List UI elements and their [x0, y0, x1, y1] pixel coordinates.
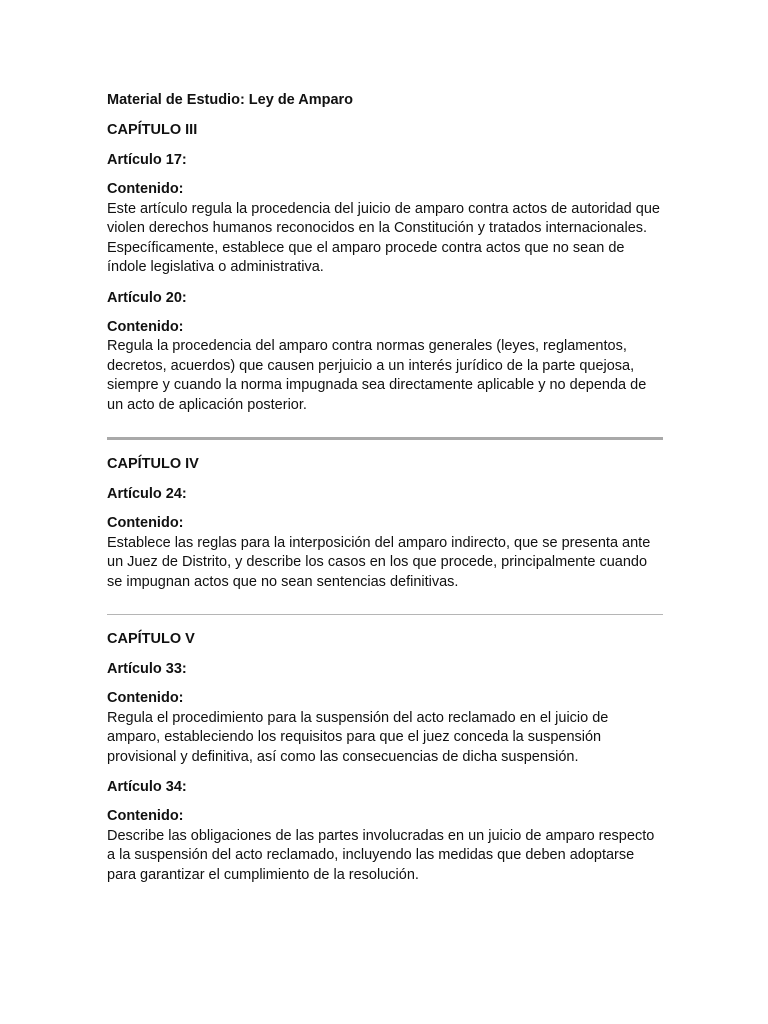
- document-page: [107, 90, 663, 895]
- chapter-title: CAPÍTULO IV: [107, 456, 199, 472]
- article-title: Artículo 17:: [107, 152, 187, 168]
- article-content: Regula el procedimiento para la suspensión del acto reclamado en el juicio de amparo, estableciendo los requisitos para que el juez conceda la suspensión provisional y definitiva, así como las consecuencias de dicha suspensión.: [107, 709, 609, 765]
- article-content: Regula la procedencia del amparo contra normas generales (leyes, reglamentos, decretos, acuerdos) que causen perjuicio a un interés jurídico de la parte quejosa, siempre y cuando la norma impugnada sea directamente aplicable y no dependa de un acto de aplicación posterior.: [107, 338, 647, 413]
- content-label: Contenido:: [107, 515, 184, 531]
- article-content: Describe las obligaciones de las partes involucradas en un juicio de amparo respecto a la suspensión del acto reclamado, incluyendo las medidas que deben adoptarse para garantizar el cumplimiento de la resolución.: [107, 827, 655, 883]
- chapter-title: CAPÍTULO V: [107, 631, 195, 647]
- content-label: Contenido:: [107, 808, 184, 824]
- article-title: Artículo 20:: [107, 289, 187, 306]
- article-20: [107, 288, 663, 416]
- content-label: Contenido:: [107, 690, 184, 706]
- article-34: [107, 777, 663, 885]
- chapter-title: CAPÍTULO III: [107, 122, 198, 138]
- article-17: [107, 150, 663, 278]
- chapter-3: [107, 120, 663, 415]
- article-content: Este artículo regula la procedencia del juicio de amparo contra actos de autoridad que violen derechos humanos reconocidos en la Constitución y tratados internacionales. Específicamente, establece que el amparo procede contra actos que no sean de índole legislativa o administrativa.: [107, 200, 660, 275]
- section-divider: [107, 437, 663, 440]
- article-title: Artículo 34:: [107, 779, 187, 795]
- chapter-5: [107, 629, 663, 885]
- section-divider: [107, 614, 663, 615]
- article-title: Artículo 24:: [107, 486, 187, 502]
- article-33: [107, 659, 663, 767]
- article-title: Artículo 33:: [107, 661, 187, 677]
- content-label: Contenido:: [107, 318, 184, 335]
- chapter-4: [107, 454, 663, 592]
- article-content: Establece las reglas para la interposición del amparo indirecto, que se presenta ante un Juez de Distrito, y describe los casos en los que procede, principalmente cuando se impugnan actos que no sean sentencias definitivas.: [107, 534, 651, 590]
- document-title: Material de Estudio: Ley de Amparo: [107, 92, 354, 108]
- content-label: Contenido:: [107, 181, 184, 197]
- article-24: [107, 484, 663, 592]
